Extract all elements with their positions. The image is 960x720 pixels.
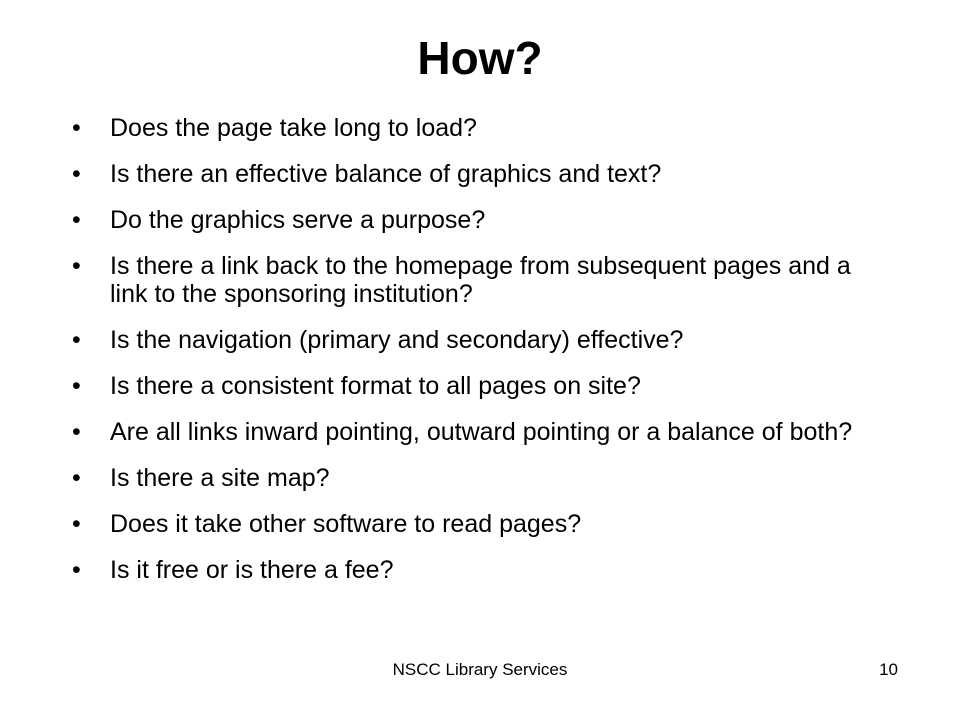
bullet-text: Is it free or is there a fee?: [110, 556, 394, 584]
bullet-item: [72, 418, 892, 446]
bullet-item: [72, 160, 892, 188]
bullet-text: Does it take other software to read pages?: [110, 510, 582, 538]
bullet-icon: •: [72, 464, 81, 492]
slide-title: How?: [417, 32, 543, 84]
bullet-icon: •: [72, 372, 81, 400]
bullet-text: Are all links inward pointing, outward pointing or a balance of both?: [110, 418, 853, 446]
footer-text: NSCC Library Services: [392, 660, 568, 679]
bullet-item: [72, 252, 892, 308]
bullet-icon: •: [72, 326, 81, 354]
bullet-icon: •: [72, 510, 81, 538]
bullet-item: [72, 326, 892, 354]
bullet-item: [72, 510, 892, 538]
bullet-icon: •: [72, 252, 81, 280]
bullet-item: [72, 464, 892, 492]
bullet-text: Is the navigation (primary and secondary) effective?: [110, 326, 684, 354]
bullet-item: [72, 556, 892, 584]
bullet-text: Is there a link back to the homepage from subsequent pages and a link to the sponsoring institution?: [110, 252, 851, 308]
bullet-icon: •: [72, 418, 81, 446]
bullet-item: [72, 372, 892, 400]
bullet-text: Is there a site map?: [110, 464, 330, 492]
bullet-item: [72, 114, 892, 142]
bullet-item: [72, 206, 892, 234]
bullet-icon: •: [72, 556, 81, 584]
bullet-icon: •: [72, 114, 81, 142]
bullet-list: [72, 114, 892, 602]
bullet-icon: •: [72, 160, 81, 188]
bullet-text: Does the page take long to load?: [110, 114, 477, 142]
bullet-text: Is there an effective balance of graphics and text?: [110, 160, 662, 188]
bullet-text: Do the graphics serve a purpose?: [110, 206, 486, 234]
bullet-icon: •: [72, 206, 81, 234]
bullet-text: Is there a consistent format to all pages on site?: [110, 372, 641, 400]
page-number: 10: [879, 660, 898, 679]
